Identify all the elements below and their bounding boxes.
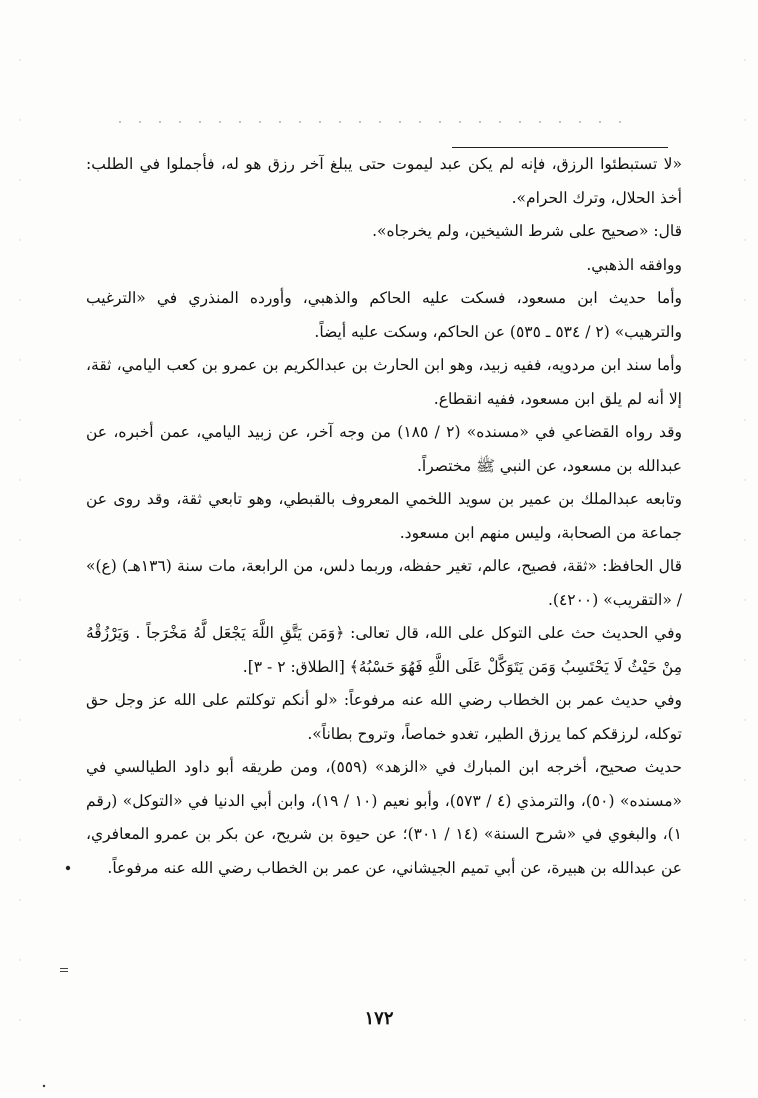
page-body xyxy=(86,148,682,885)
paragraph-qudai: وقد رواه القضاعي في «مسنده» (٢ / ١٨٥) من وجه آخر، عن زبيد اليامي، عمن أخبره، عن عبدالله بن مسعود، عن النبي ﷺ مختصراً. xyxy=(86,423,683,475)
paragraph-abdulmalik: وتابعه عبدالملك بن عمير بن سويد اللخمي المعروف بالقبطي، وهو تابعي ثقة، وقد روى عن جماعة من الصحابة، وليس منهم ابن مسعود. xyxy=(86,490,682,542)
page-number: ١٧٢ xyxy=(364,1008,394,1029)
paragraph-hakim-verdict: قال: «صحيح على شرط الشيخين، ولم يخرجاه». xyxy=(372,222,682,240)
paragraph-umar-hadith: وفي حديث عمر بن الخطاب رضي الله عنه مرفوعاً: «لو أنكم توكلتم على الله عز وجل حق توكله، لرزقكم كما يرزق الطير، تغدو خماصاً، وتروح بطاناً». xyxy=(86,691,682,743)
paragraph-tawakkul-verse: وفي الحديث حث على التوكل على الله، قال تعالى: ﴿وَمَن يَتَّقِ اللَّهَ يَجْعَل لَّهُ مَخْرَجاً . وَيَرْزُقْهُ مِنْ حَيْثُ لَا يَحْتَسِبُ وَمَن يَتَوَكَّلْ عَلَى اللَّهِ فَهُوَ حَسْبُهُ﴾ [الطلاق: ٢ - ٣]. xyxy=(86,624,682,676)
paragraph-takhrij: حديث صحيح، أخرجه ابن المبارك في «الزهد» (٥٥٩)، ومن طريقه أبو داود الطيالسي في «مسنده» (٥٠)، والترمذي (٤ / ٥٧٣)، وأبو نعيم (١٠ / ١٩)، وابن أبي الدنيا في «التوكل» (رقم ١)، والبغوي في «شرح السنة» (١٤ / ٣٠١)؛ عن حيوة بن شريح، عن بكر بن عمرو المعافري، عن عبدالله بن هبيرة، عن أبي تميم الجيشاني، عن عمر بن الخطاب رضي الله عنه مرفوعاً. xyxy=(86,758,683,877)
paragraph-hadith-quote: «لا تستبطئوا الرزق، فإنه لم يكن عبد ليموت حتى يبلغ آخر رزق هو له، فأجملوا في الطلب: أخذ الحلال، وترك الحرام». xyxy=(86,155,682,207)
paragraph-ibn-marduyah: وأما سند ابن مردويه، ففيه زبيد، وهو ابن الحارث بن عبدالكريم بن عمرو بن كعب اليامي، ثقة، إلا أنه لم يلق ابن مسعود، ففيه انقطاع. xyxy=(86,356,682,408)
paragraph-hafiz: قال الحافظ: «ثقة، فصيح، عالم، تغير حفظه، وربما دلس، من الرابعة، مات سنة (١٣٦هـ) (ع)» / «التقريب» (٤٢٠٠). xyxy=(86,557,682,609)
paragraph-dhahabi: ووافقه الذهبي. xyxy=(586,255,682,274)
paragraph-ibn-masud: وأما حديث ابن مسعود، فسكت عليه الحاكم والذهبي، وأورده المنذري في «الترغيب والترهيب» (٢ / ٥٣٤ ـ ٥٣٥) عن الحاكم، وسكت عليه أيضاً. xyxy=(86,289,682,341)
